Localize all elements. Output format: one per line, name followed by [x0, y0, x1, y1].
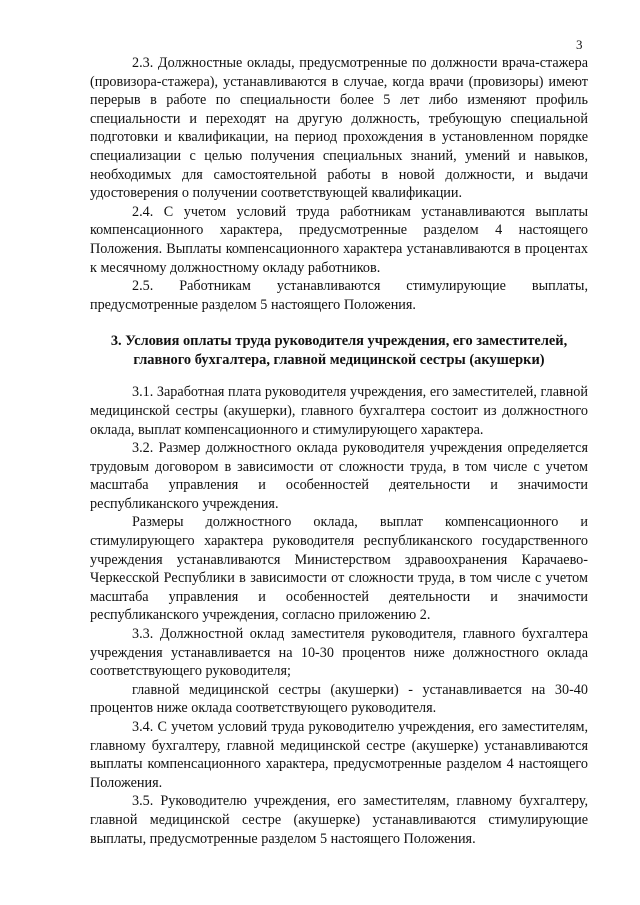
- paragraph-3-1: 3.1. Заработная плата руководителя учреждения, его заместителей, главной медицинской сестры (акушерки), главного бухгалтера состоит из должностного оклада, выплат компенсационного и стимулирующего характера.: [90, 384, 588, 438]
- paragraph-3-2-sizes: Размеры должностного оклада, выплат компенсационного и стимулирующего характера руководителя республиканского государственного учреждения устанавливаются Министерством здравоохранения Карачаево-Черкесской Республики в зависимости от сложности труда, в том числе с учетом масштаба управления и особенностей деятельности и значимости республиканского учреждения, согласно приложению 2.: [90, 514, 588, 624]
- section-3-heading: 3. Условия оплаты труда руководителя учреждения, его заместителей, главного бухгалтера, главной медицинской сестры (акушерки): [110, 333, 568, 369]
- paragraph-3-5: 3.5. Руководителю учреждения, его заместителям, главному бухгалтеру, главной медицинской сестре (акушерке) устанавливаются стимулирующие выплаты, предусмотренные разделом 5 настоящего Положения.: [90, 793, 588, 847]
- paragraph-2-5: 2.5. Работникам устанавливаются стимулирующие выплаты, предусмотренные разделом 5 настоящего Положения.: [90, 278, 588, 313]
- paragraph-3-3: 3.3. Должностной оклад заместителя руководителя, главного бухгалтера учреждения устанавливается на 10-30 процентов ниже должностного оклада соответствующего руководителя;: [90, 626, 588, 680]
- document-body: [90, 54, 588, 848]
- paragraph-2-4: 2.4. С учетом условий труда работникам устанавливаются выплаты компенсационного характера, предусмотренные разделом 4 настоящего Положения. Выплаты компенсационного характера устанавливаются в процентах к месячному должностному окладу работников.: [90, 203, 588, 276]
- paragraph-3-4: 3.4. С учетом условий труда руководителю учреждения, его заместителям, главному бухгалтеру, главной медицинской сестре (акушерке) устанавливаются выплаты компенсационного характера, предусмотренные разделом 4 настоящего Положения.: [90, 719, 588, 791]
- page-number: 3: [576, 37, 583, 52]
- paragraph-3-2: 3.2. Размер должностного оклада руководителя учреждения определяется трудовым договором в зависимости от сложности труда, в том числе с учетом масштаба управления и особенностей деятельности и значимости республиканского учреждения.: [90, 440, 588, 512]
- paragraph-3-3-nurse: главной медицинской сестры (акушерки) - устанавливается на 30-40 процентов ниже оклада соответствующего руководителя.: [90, 681, 588, 717]
- paragraph-2-3: 2.3. Должностные оклады, предусмотренные по должности врача-стажера (провизора-стажера), устанавливаются в случае, когда врачи (провизоры) имеют перерыв в работе по специальности более 5 лет либо изменяют профиль специальности и переходят на другую должность, требующую специальной подготовки и квалификации, на период прохождения в установленном порядке специализации с целью получения специальных знаний, умений и навыков, необходимых для самостоятельной работы в новой должности, и выдачи удостоверения о получении соответствующей квалификации.: [90, 55, 588, 202]
